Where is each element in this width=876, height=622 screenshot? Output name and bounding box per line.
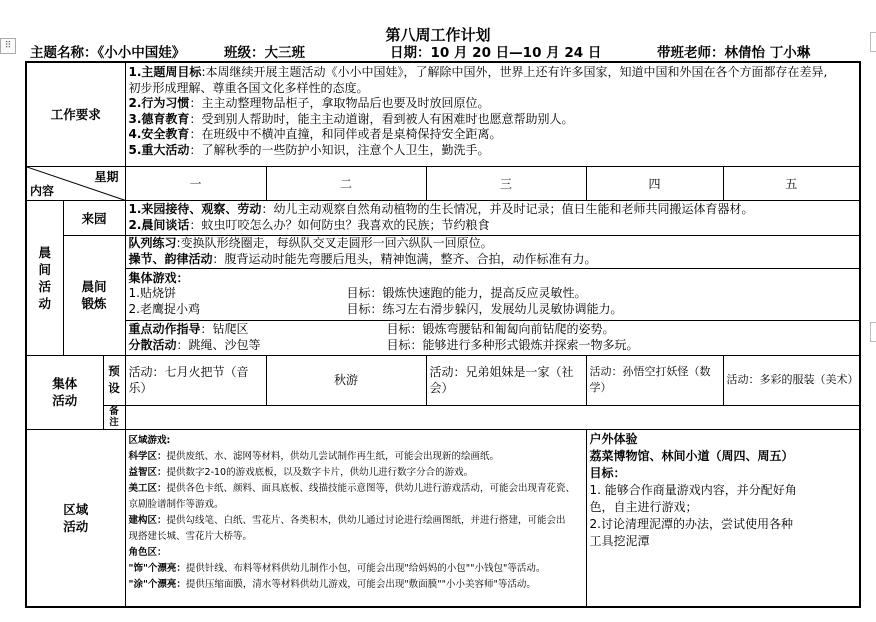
requirement-line: 1.主题周目标:本周继续开展主题活动《小小中国娃》，了解除中国外，世界上还有许多国家，知道中国和外国在各个方面都存在差异,	[128, 65, 828, 79]
preset-row	[26, 355, 860, 405]
note-row	[26, 405, 860, 429]
area-row	[26, 429, 860, 607]
area-line: "饰"个漂亮：提供针线、布料等材料供幼儿制作小包，可能会出现"给妈妈的小包""小钱包"等活动。	[128, 562, 546, 574]
outdoor-goal-line: 2.讨论清理泥潭的办法，尝试使用各种	[589, 516, 793, 531]
area-line: 角色区：	[128, 546, 167, 558]
morning-label: 晨间活动	[38, 244, 51, 311]
games-content: 集体游戏： 1.贴烧饼 目标：锻炼快速跑的能力，提高反应灵敏性。 2.老鹰捉小鸡 目标：练习左右滑步躲闪，发展幼儿灵敏协调能力。	[125, 268, 860, 320]
requirements-content	[125, 62, 860, 166]
area-line: 科学区：提供废纸、水、滤网等材料，供幼儿尝试制作再生纸，可能会出现新的绘画纸。	[128, 450, 500, 462]
activity-mon: 活动：七月火把节（音乐）	[125, 355, 266, 405]
outdoor-title: 户外体验	[589, 431, 638, 446]
note-content[interactable]	[125, 405, 860, 429]
outdoor-goal-line: 色，自主进行游戏；	[589, 499, 698, 514]
day-thu: 四	[586, 166, 723, 200]
preset-label: 预设	[103, 355, 125, 405]
weekly-plan-table	[25, 61, 861, 608]
day-mon: 一	[125, 166, 266, 200]
requirements-row	[26, 62, 860, 166]
week-content-corner	[26, 166, 125, 200]
area-line: "涂"个漂亮：提供压缩面膜，清水等材料供幼儿游戏，可能会出现"敷面膜""小小美容师"等活动。	[128, 578, 536, 590]
outdoor-goal-line: 1. 能够合作商量游戏内容，并分配好角	[589, 482, 797, 497]
outdoor-place: 荔菜博物馆、林间小道（周四、周五）	[589, 448, 794, 463]
area-line: 建构区：提供勾线笔、白纸、雪花片、各类积木，供幼儿通过讨论进行绘画图纸，并进行搭建，可能会出	[128, 514, 566, 526]
area-line: 现搭建长城、雪花片大桥等。	[128, 530, 253, 542]
requirement-line: 2.行为习惯：主主动整理物品柜子，拿取物品后也要及时放回原位。	[128, 96, 490, 110]
exercise-label: 晨间锻炼	[63, 235, 125, 355]
activity-thu: 活动：孙悟空打妖怪（数学）	[586, 355, 723, 405]
right-margin-marker	[870, 322, 876, 342]
outdoor-goal-label: 目标：	[589, 465, 626, 480]
days-header-row	[26, 166, 860, 200]
requirement-line: 4.安全教育：在班级中不横冲直撞，和同伴或者是桌椅保持安全距离。	[128, 127, 502, 141]
teachers: 带班老师：林倩怡 丁小琳	[657, 45, 811, 61]
arrival-content: 1.来园接待、观察、劳动：幼儿主动观察自然角动植物的生长情况，并及时记录；值日生能和老师共同搬运体育器材。 2.晨间谈话：蚊虫叮咬怎么办？如何防虫？我喜欢的民族；节约粮食	[125, 200, 860, 235]
activity-fri: 活动：多彩的服装（美术）	[723, 355, 860, 405]
area-content: 区域游戏: 科学区：提供废纸、水、滤网等材料，供幼儿尝试制作再生纸，可能会出现新的绘画纸。 益智区：提供数字2-10的游戏底板，以及数字卡片，供幼儿进行数字分合的游戏。 美工区：提供各色卡纸、颜料、面具底板、线描技能示意图等，供幼儿进行游戏活动，可能会出现青花瓷、 京剧脸谱制作等游戏。 建构区：提供勾线笔、白纸、雪花片、各类积木，供幼儿通过讨论进行绘画图纸，并进行搭建，可能会出 现搭建长城、雪花片大桥等。 角色区： "饰"个漂亮：提供针线、布料等材料供幼儿制作小包，可能会出现"给妈妈的小包""小钱包"等活动。 "涂"个漂亮：提供压缩面膜，清水等材料供幼儿游戏，可能会出现"敷面膜""小小美容师"等活动。	[125, 429, 586, 607]
class-name: 班级：大三班	[224, 45, 305, 61]
day-wed: 三	[426, 166, 586, 200]
area-line: 益智区：提供数字2-10的游戏底板，以及数字卡片，供幼儿进行数字分合的游戏。	[128, 466, 474, 478]
arrival-label: 来园	[63, 200, 125, 235]
game-item: 1.贴烧饼 目标：锻炼快速跑的能力，提高反应灵敏性。	[128, 286, 587, 301]
morning-activity-label	[26, 200, 63, 355]
outdoor-goal-line: 工具挖泥潭	[589, 533, 650, 548]
note-label: 备注	[103, 405, 125, 429]
content-label: 内容	[30, 183, 55, 198]
games-row	[26, 268, 860, 320]
area-line: 京剧脸谱制作等游戏。	[128, 498, 224, 510]
collective-label: 集体活动	[26, 355, 103, 429]
formation-row	[26, 235, 860, 268]
area-label: 区域活动	[26, 429, 125, 607]
table-move-handle-icon[interactable]: ⠿	[0, 38, 16, 54]
week-label: 星期	[94, 169, 119, 184]
requirement-line: 5.重大活动：了解秋季的一些防护小知识，注意个人卫生，勤洗手。	[128, 142, 490, 157]
activity-wed: 活动：兄弟姐妹是一家（社会）	[426, 355, 586, 405]
requirement-line: 3.德育教育：受到别人帮助时，能主主动道谢，看到被人有困难时也愿意帮助别人。	[128, 111, 574, 126]
key-action-row	[26, 320, 860, 355]
date-range: 日期：10 月 20 日—10 月 24 日	[390, 45, 602, 61]
requirement-line: 初步形成理解、尊重各国文化多样性的态度。	[128, 80, 369, 95]
game-item: 2.老鹰捉小鸡 目标：练习左右滑步躲闪，发展幼儿灵敏协调能力。	[128, 301, 623, 316]
requirements-label: 工作要求	[26, 62, 125, 166]
outdoor-content	[586, 429, 860, 607]
theme-name: 主题名称：《小小中国娃》	[30, 45, 186, 61]
arrival-row	[26, 200, 860, 235]
day-tue: 二	[266, 166, 426, 200]
day-fri: 五	[723, 166, 860, 200]
key-action-content: 重点动作指导：钻爬区 目标：锻炼弯腰钻和匍匐向前钻爬的姿势。 分散活动：跳绳、沙包等 目标：能够进行多种形式锻炼并探索一物多玩。	[125, 320, 860, 355]
formation-content: 队列练习:变换队形绕圈走，每纵队交叉走圆形一回六纵队一回原位。 操节、韵律活动：腹背运动时能先弯腰后甩头，精神饱满，整齐、合拍，动作标准有力。	[125, 235, 860, 268]
area-line: 美工区：提供各色卡纸、颜料、面具底板、线描技能示意图等，供幼儿进行游戏活动，可能会出现青花瓷、	[128, 482, 576, 494]
activity-tue: 秋游	[266, 355, 426, 405]
page-title: 第八周工作计划	[385, 26, 491, 44]
